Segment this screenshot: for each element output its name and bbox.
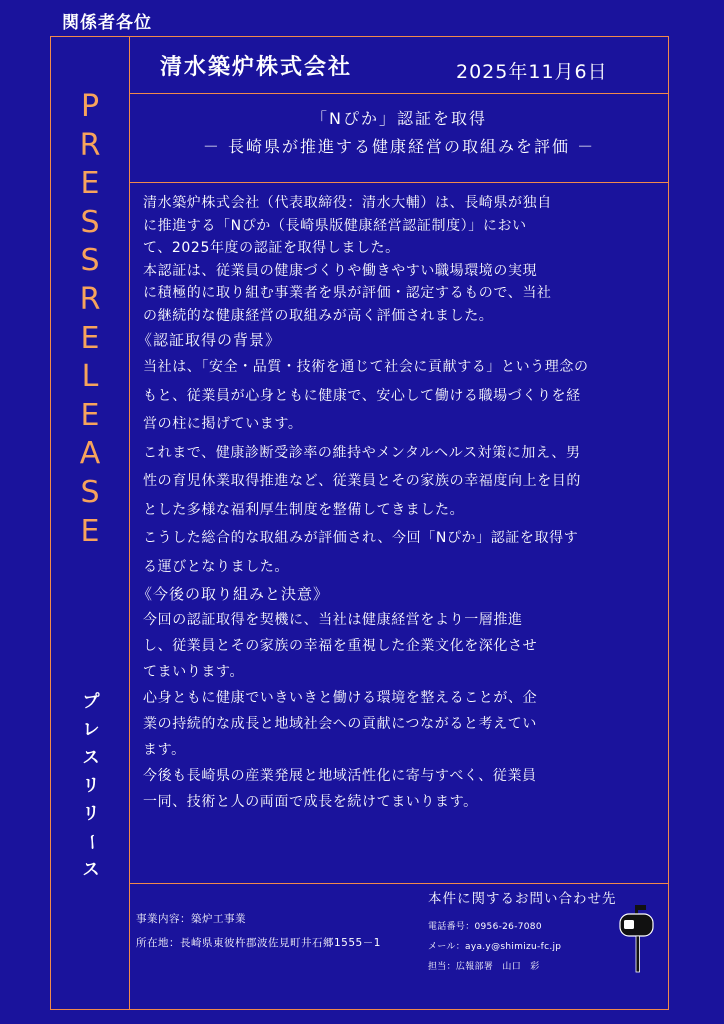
section-line: 当社は、「安全・品質・技術を通じて社会に貢献する」という理念の [143,359,589,375]
sidebar-letter: S [80,474,100,510]
intro-line: の継続的な健康経営の取組みが高く評価されました。 [143,307,494,324]
contact-phone: 電話番号：0956-26-7080 [428,922,542,932]
section-line: 今後も長崎県の産業発展と地域活性化に寄与すべく、従業員 [143,768,537,784]
intro-line: て、2025年度の認証を取得しました。 [143,240,400,256]
sidebar-jp-letter: リ [82,804,100,824]
sidebar-letter: A [79,436,101,472]
section-line: これまで、健康診断受診率の維持やメンタルヘルス対策に加え、男 [143,444,581,461]
company-name: 清水築炉株式会社 [160,55,353,80]
press-release-jp-vertical [76,688,106,884]
section-line: 心身ともに健康でいきいきと働ける環境を整えることが、企 [143,690,538,706]
section-line: 性の育児休業取得推進など、従業員とその家族の幸福度向上を目的 [143,473,581,489]
sidebar-jp-letter: ス [82,860,100,880]
section-line: とした多様な福利厚生制度を整備してきました。 [143,501,465,518]
addressee: 関係者各位 [62,13,152,33]
section-line: る運びとなりました。 [143,558,289,575]
sidebar-jp-letter: リ [82,776,100,796]
intro-line: 清水築炉株式会社（代表取締役：清水大輔）は、長崎県が独自 [143,195,552,211]
contact-heading: 本件に関するお問い合わせ先 [428,891,617,907]
intro-line: に推進する「Nぴか（長崎県版健康経営認証制度）」におい [143,217,527,234]
sidebar-jp-letter: プ [82,692,100,712]
sidebar-jp-letter: ー [81,833,101,851]
section-line: 営の柱に掲げています。 [143,416,303,432]
release-title: 「Nぴか」認証を取得 [311,109,487,128]
sidebar-letter: R [79,127,101,163]
release-subtitle: － 長崎県が推進する健康経営の取組みを評価 － [202,137,596,156]
release-body [137,192,658,815]
release-date: 2025年11月6日 [456,61,608,83]
section-line: 業の持続的な成長と地域社会への貢献につながると考えてい [143,716,537,732]
contact-person: 担当：広報部署 山口 彩 [428,962,540,972]
sidebar-jp-letter: レ [82,720,100,740]
header-divider [129,93,669,94]
section-heading-future: 《今後の取り組みと決意》 [137,585,330,603]
intro-line: に積極的に取り組む事業者を県が評価・認定するもので、当社 [143,285,552,301]
section-line: 今回の認証取得を契機に、当社は健康経営をより一層推進 [143,612,523,628]
sidebar-letter: L [81,359,99,395]
sidebar-letter: S [80,243,100,279]
section-heading-background: 《認証取得の背景》 [137,331,282,349]
title-divider [129,182,669,183]
sidebar-letter: P [80,89,100,124]
sidebar-letter: R [79,281,101,317]
contact-email: メール：aya.y@shimizu-fc.jp [428,942,562,952]
section-line: ます。 [143,742,186,758]
sidebar-letter: E [80,397,100,433]
section-line: こうした総合的な取組みが評価され、今回「Nぴか」認証を取得す [143,530,579,546]
section-line: し、従業員とその家族の幸福を重視した企業文化を深化させ [143,638,538,654]
sidebar-letter: S [80,204,100,240]
press-release-vertical [62,88,118,551]
sidebar-letter: E [80,320,100,356]
business-description: 事業内容：築炉工事業 [136,913,246,925]
company-address: 所在地：長崎県東彼杵郡波佐見町井石郷1555－1 [136,937,381,949]
footer-divider [129,883,669,884]
sidebar-letter: E [80,513,100,549]
section-line: てまいります。 [143,664,245,680]
mailbox-icon [618,905,658,975]
section-line: 一同、技術と人の両面で成長を続けてまいります。 [143,794,478,810]
sidebar-letter: E [80,166,100,202]
sidebar-jp-letter: ス [82,748,100,768]
section-line: もと、従業員が心身ともに健康で、安心して働ける職場づくりを経 [143,387,581,404]
intro-line: 本認証は、従業員の健康づくりや働きやすい職場環境の実現 [143,262,538,279]
